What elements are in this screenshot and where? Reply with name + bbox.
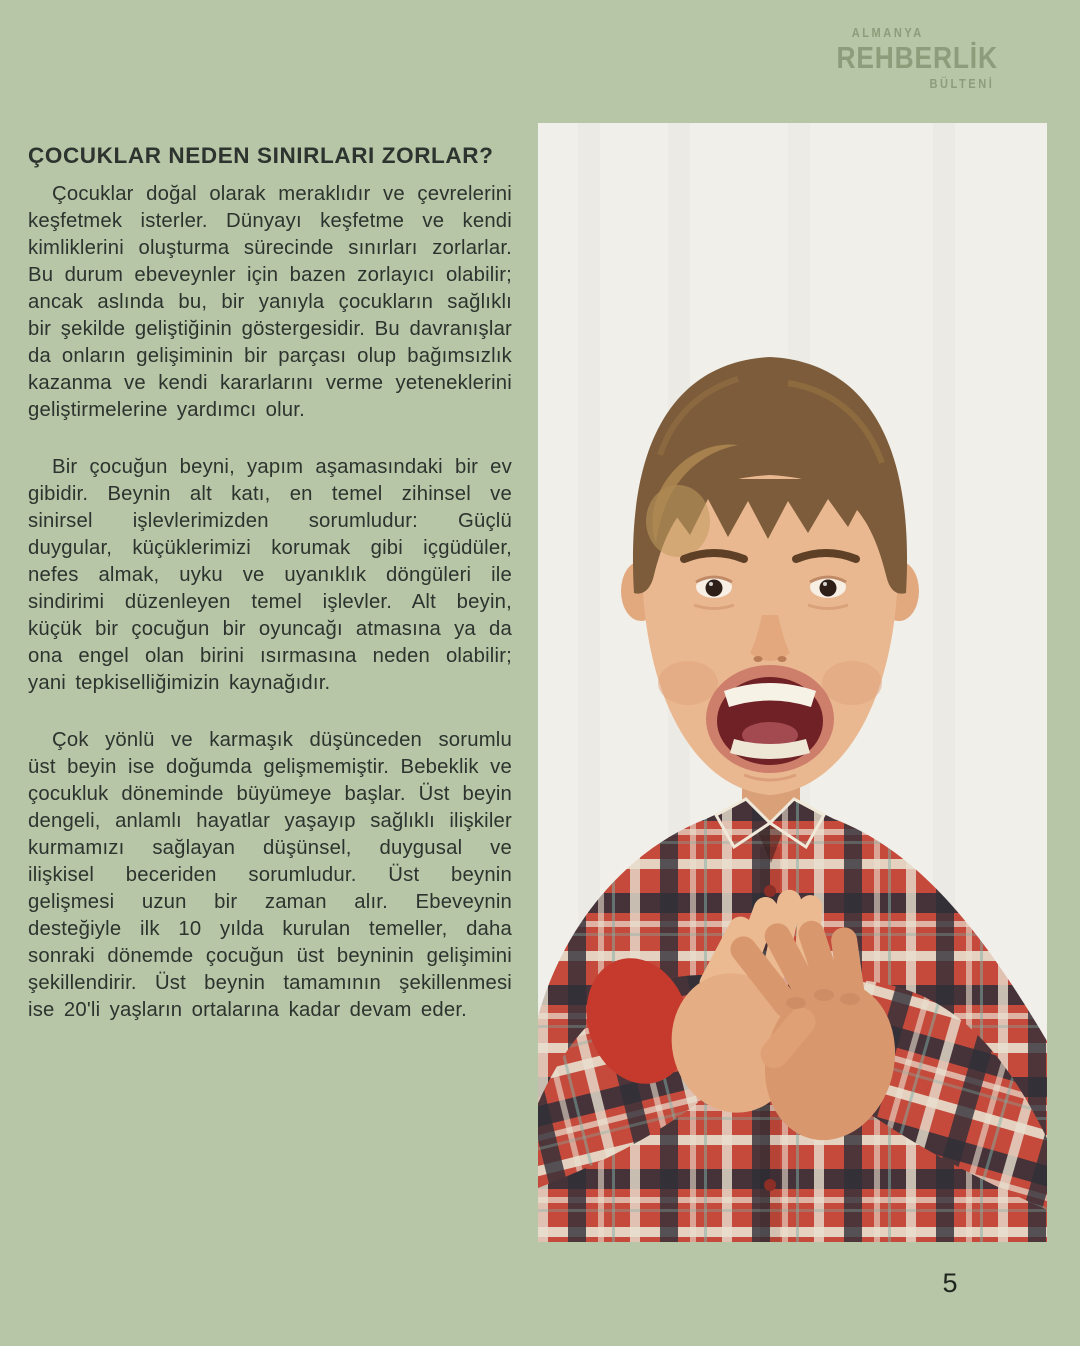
article-paragraph-1: Çocuklar doğal olarak meraklıdır ve çevrelerini keşfetmek isterler. Dünyayı keşfetme ve kendi kimliklerini oluşturma sürecinde sınırları zorlarlar. Bu durum ebeveynler için bazen zorlayıcı olabilir; ancak aslında bu, bir yanıyla çocukların sağlıklı bir şekilde geliştiğinin göstergesidir. Bu davranışlar da onların gelişiminin bir parçası olup bağımsızlık kazanma ve kendi kararlarını verme yeteneklerini geliştirmelerine yardımcı olur. xyxy=(28,183,512,421)
crying-child-illustration xyxy=(538,123,1047,1242)
masthead-line-rehberlik: REHBERLİK xyxy=(836,40,998,75)
article-title: ÇOCUKLAR NEDEN SINIRLARI ZORLAR? xyxy=(28,143,494,169)
article-paragraph-3: Çok yönlü ve karmaşık düşünceden sorumlu üst beyin ise doğumda gelişmemiştir. Bebeklik ve çocukluk döneminde büyümeye başlar. Üst beyin dengeli, anlamlı hayatlar yaşayıp sağlıklı ilişkiler kurmamızı sağlayan düşünsel, duygusal ve ilişkisel beceriden sorumludur. Üst beynin gelişmesi uzun bir zaman alır. Ebeveynin desteğiyle ilk 10 yılda kurulan temeller, daha sonraki dönemde çocuğun üst beyninin gelişimini şekillendirir. Üst beynin tamamının şekillenmesi ise 20'li yaşların ortalarına kadar devam eder. xyxy=(28,729,512,1021)
crying-child-photo xyxy=(538,123,1047,1242)
masthead-logo xyxy=(808,26,998,91)
masthead-line-bulteni: BÜLTENİ xyxy=(929,76,994,91)
page-number: 5 xyxy=(942,1268,958,1298)
article-body xyxy=(28,181,512,1054)
masthead-line-almanya: ALMANYA xyxy=(851,25,924,40)
article-paragraph-2: Bir çocuğun beyni, yapım aşamasındaki bir ev gibidir. Beynin alt katı, en temel zihinsel ve sinirsel işlevlerimizden sorumludur: Güçlü duygular, küçüklerimizi korumak gibi içgüdüler, nefes almak, uyku ve uyanıklık döngüleri ile sindirimi düzenleyen temel işlevler. Alt beyin, küçük bir çocuğun bir oyuncağı atmasına ya da ona engel olan birini ısırmasına neden olabilir; yani tepkiselliğimizin kaynağıdır. xyxy=(28,456,512,694)
